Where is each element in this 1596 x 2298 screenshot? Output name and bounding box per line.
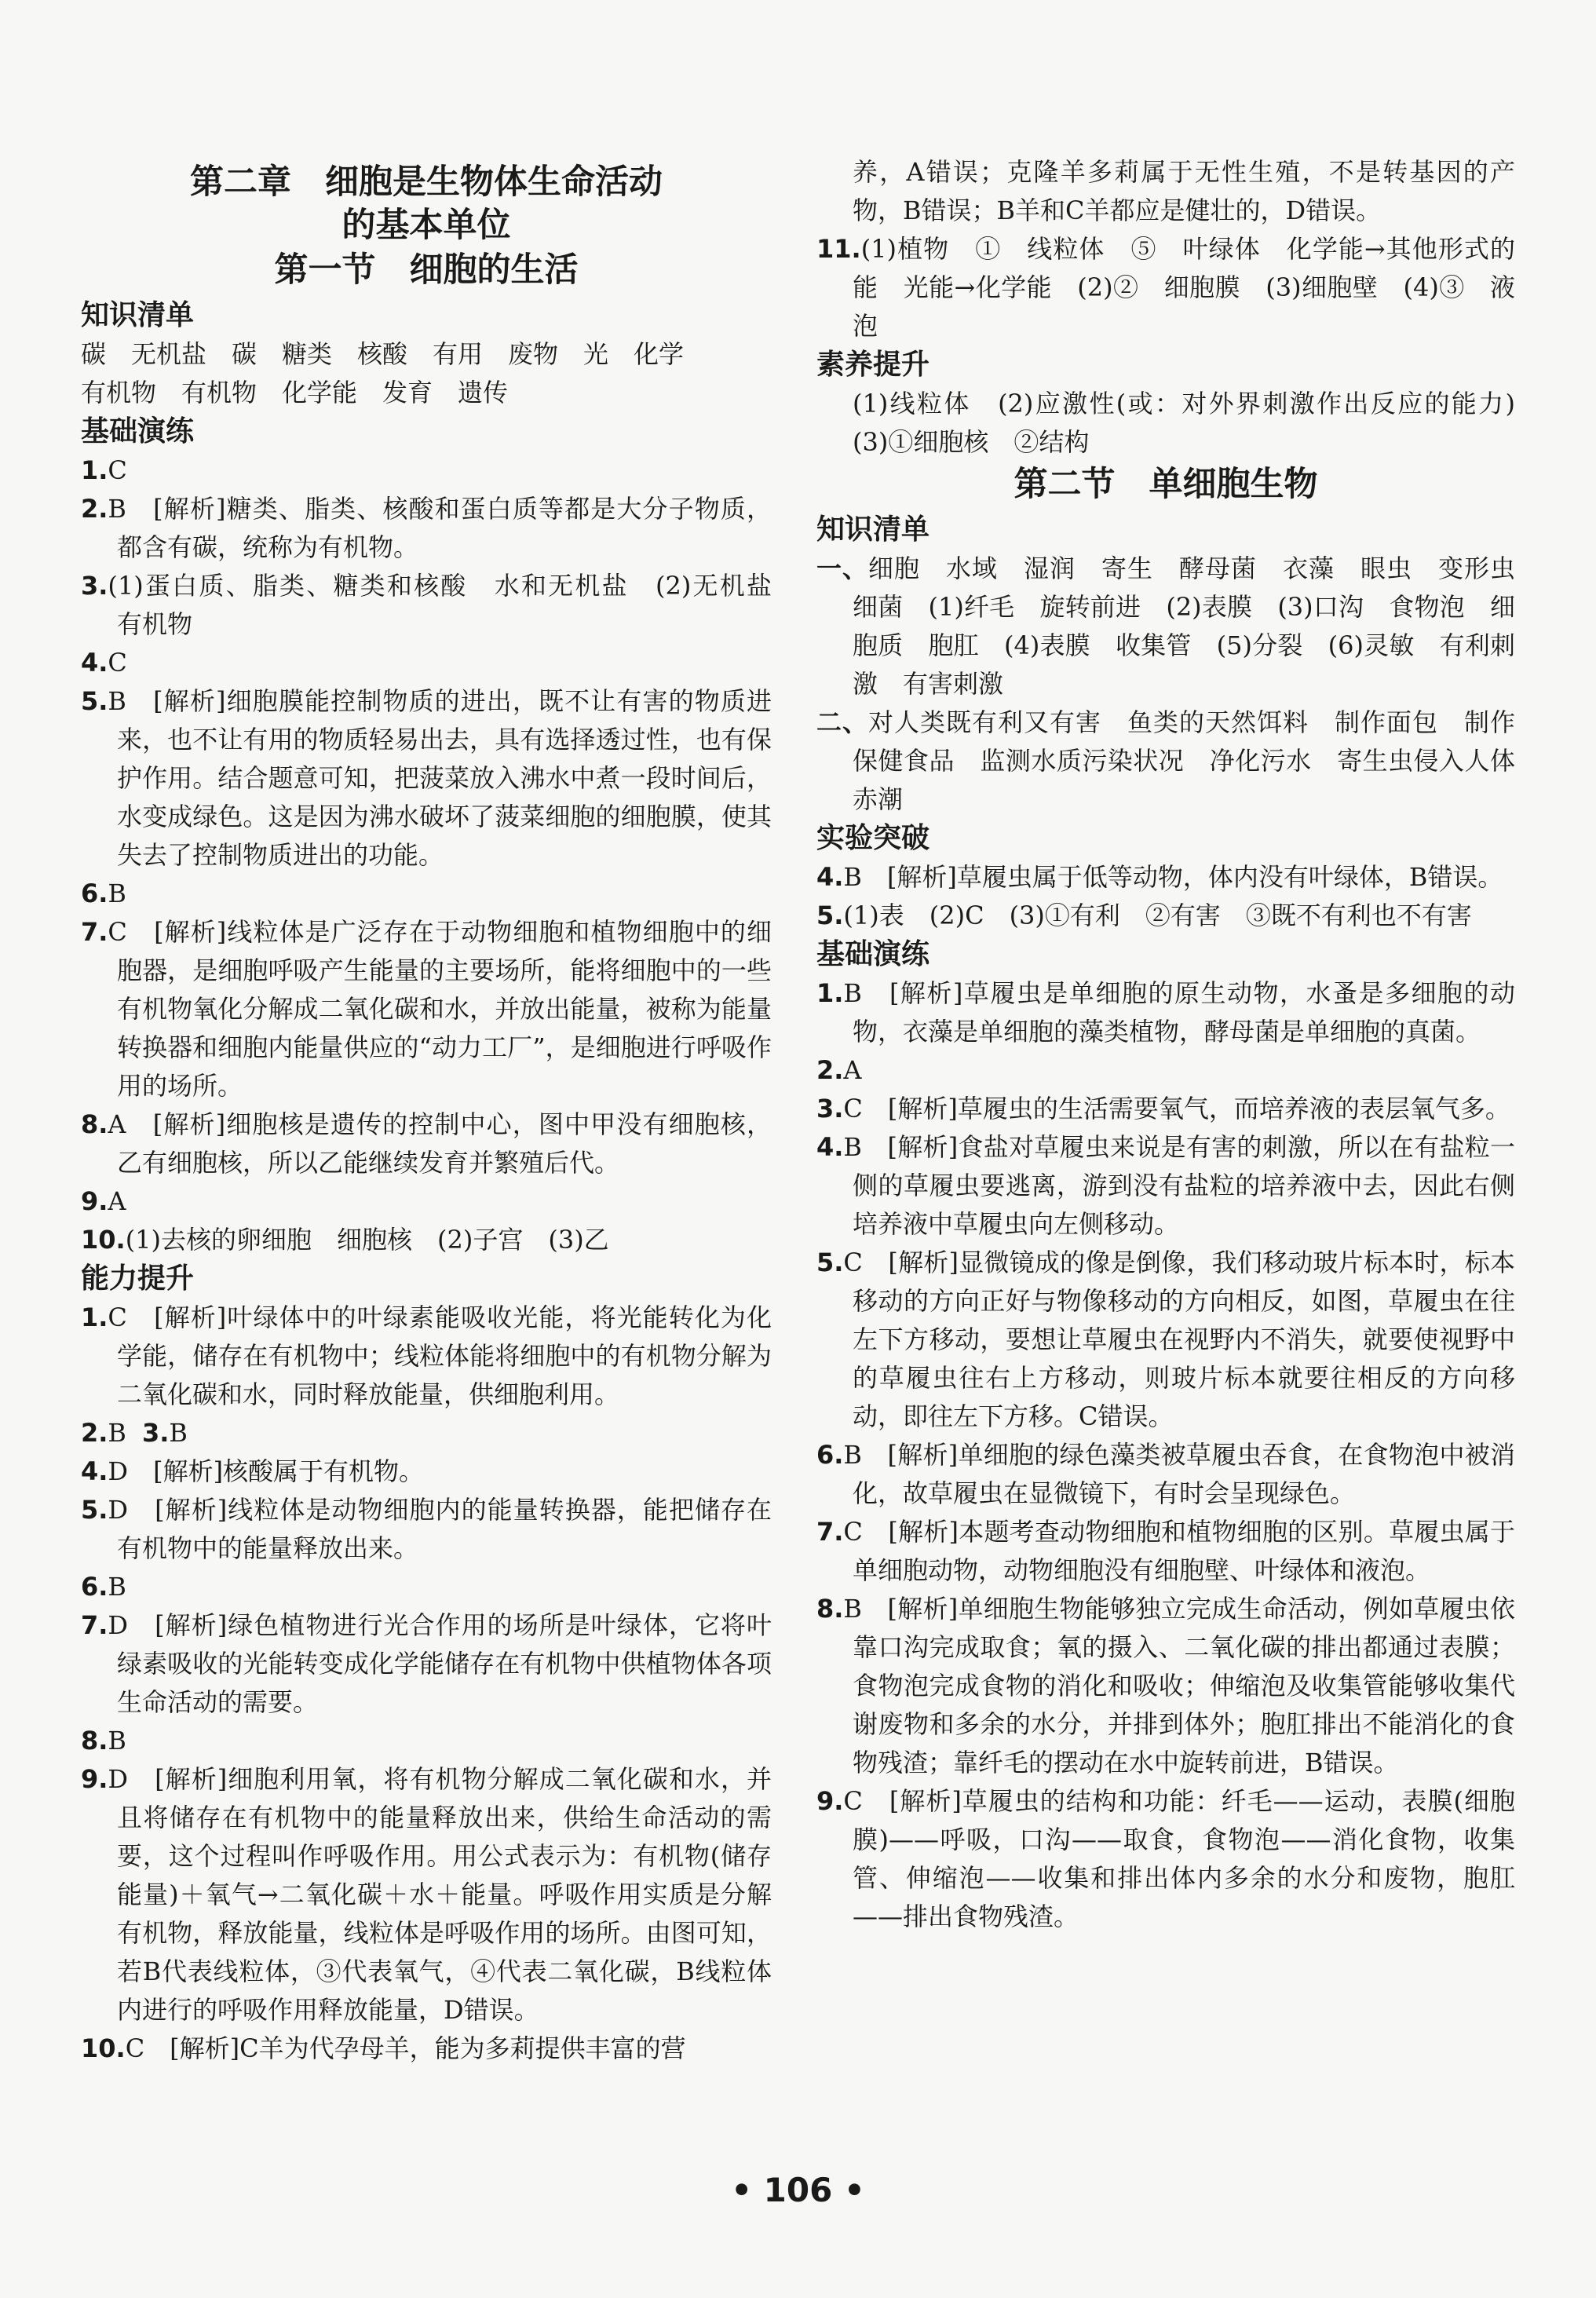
chapter-title-line1: 第二章 细胞是生物体生命活动 — [190, 163, 663, 202]
experiment-heading: 实验突破 — [816, 822, 930, 854]
answer-item: 7.D [解析]绿色植物进行光合作用的场所是叶绿体，它将叶绿素吸收的光能转变成化学能储存在有机物中供植物体各项生命活动的需要。 — [81, 1610, 772, 1717]
knowledge-line: 碳 无机盐 碳 糖类 核酸 有用 废物 光 化学 — [81, 339, 685, 369]
answer-item: 1.B [解析]草履虫是单细胞的原生动物，水蚤是多细胞的动物，衣藻是单细胞的藻类植物，酵母菌是单细胞的真菌。 — [816, 978, 1515, 1047]
answer-item: 5.(1)表 (2)C (3)①有利 ②有害 ③既不有利也不有害 — [816, 901, 1472, 930]
answer-item: 6.B — [81, 1572, 126, 1602]
answer-item: 7.C [解析]线粒体是广泛存在于动物细胞和植物细胞中的细胞器，是细胞呼吸产生能量的主要场所，能将细胞中的一些有机物氧化分解成二氧化碳和水，并放出能量，被称为能量转换器和细胞内能量供应的“动力工厂”，是细胞进行呼吸作用的场所。 — [81, 917, 772, 1101]
answer-item: 8.A [解析]细胞核是遗传的控制中心，图中甲没有细胞核，乙有细胞核，所以乙能继续发育并繁殖后代。 — [81, 1109, 772, 1178]
answer-item: 1.C [解析]叶绿体中的叶绿素能吸收光能，将光能转化为化学能，储存在有机物中；线粒体能将细胞中的有机物分解为二氧化碳和水，同时释放能量，供细胞利用。 — [81, 1302, 772, 1409]
answer-item: 5.D [解析]线粒体是动物细胞内的能量转换器，能把储存在有机物中的能量释放出来。 — [81, 1495, 772, 1563]
basic-heading: 基础演练 — [81, 415, 195, 448]
right-column — [816, 153, 1541, 1936]
page-number: • 106 • — [731, 2171, 865, 2209]
section-title-2: 第二节 单细胞生物 — [1013, 465, 1318, 504]
answer-item: 3.C [解析]草履虫的生活需要氧气，而培养液的表层氧气多。 — [816, 1094, 1510, 1123]
answer-item: 5.B [解析]细胞膜能控制物质的进出，既不让有害的物质进来，也不让有用的物质轻易出去，具有选择透过性，也有保护作用。结合题意可知，把菠菜放入沸水中煮一段时间后，水变成绿色。这是因为沸水破坏了菠菜细胞的细胞膜，使其失去了控制物质进出的功能。 — [81, 686, 772, 870]
answer-item: 2.B 3.B — [81, 1418, 188, 1448]
answer-item: 10.C [解析]C羊为代孕母羊，能为多莉提供丰富的营 — [81, 2033, 686, 2063]
answer-item: 9.C [解析]草履虫的结构和功能：纤毛——运动，表膜(细胞膜)——呼吸，口沟——取食，食物泡——消化食物，收集管、伸缩泡——收集和排出体内多余的水分和废物，胞肛——排出食物残渣。 — [816, 1786, 1515, 1931]
answer-item: 2.B [解析]糖类、脂类、核酸和蛋白质等都是大分子物质，都含有碳，统称为有机物。 — [81, 494, 772, 562]
answer-item: 9.D [解析]细胞利用氧，将有机物分解成二氧化碳和水，并且将储存在有机物中的能量释放出来，供给生命活动的需要，这个过程叫作呼吸作用。用公式表示为：有机物(储存能量)＋氧气→二氧化碳＋水＋能量。呼吸作用实质是分解有机物，释放能量，线粒体是呼吸作用的场所。由图可知，若B代表线粒体，③代表氧气，④代表二氧化碳，B线粒体内进行的呼吸作用释放能量，D错误。 — [81, 1764, 772, 2025]
answer-item: 8.B — [81, 1726, 126, 1755]
answer-item: 1.C — [81, 455, 127, 485]
answer-item: 2.A — [816, 1055, 862, 1085]
answer-item: 8.B [解析]单细胞生物能够独立完成生命活动，例如草履虫依靠口沟完成取食；氧的摄入、二氧化碳的排出都通过表膜；食物泡完成食物的消化和吸收；伸缩泡及收集管能够收集代谢废物和多余的水分，并排到体外；胞肛排出不能消化的食物残渣；靠纤毛的摆动在水中旋转前进，B错误。 — [816, 1594, 1515, 1777]
basic-heading: 基础演练 — [816, 938, 930, 970]
answer-item: 4.D [解析]核酸属于有机物。 — [81, 1456, 425, 1486]
answer-item: 3.(1)蛋白质、脂类、糖类和核酸 水和无机盐 (2)无机盐 有机物 — [81, 571, 798, 639]
answer-item: 9.A — [81, 1186, 126, 1216]
answer-item: 4.C — [81, 648, 127, 678]
left-column — [81, 161, 798, 2068]
answer-item: 一、细胞 水域 湿润 寄生 酵母菌 衣藻 眼虫 变形虫 细菌 (1)纤毛 旋转前进 (2)表膜 (3)口沟 食物泡 细胞质 胞肛 (4)表膜 收集管 (5)分裂 (6)灵敏 有利刺激 有害刺激 — [816, 553, 1540, 699]
answer-item: 10.(1)去核的卵细胞 细胞核 (2)子宫 (3)乙 — [81, 1225, 609, 1255]
chapter-title-line2: 的基本单位 — [341, 206, 511, 245]
answer-item: 6.B [解析]单细胞的绿色藻类被草履虫吞食，在食物泡中被消化，故草履虫在显微镜下，有时会呈现绿色。 — [816, 1440, 1515, 1508]
knowledge-heading: 知识清单 — [816, 513, 930, 546]
answer-item: 4.B [解析]草履虫属于低等动物，体内没有叶绿体，B错误。 — [816, 862, 1503, 892]
answer-item: 5.C [解析]显微镜成的像是倒像，我们移动玻片标本时，标本移动的方向正好与物像移动的方向相反，如图，草履虫在往左下方移动，要想让草履虫在视野内不消失，就要使视野中的草履虫往右上方移动，则玻片标本就要往相反的方向移动，即往左下方移。C错误。 — [816, 1248, 1515, 1431]
answer-item: 二、对人类既有利又有害 鱼类的天然饵料 制作面包 制作保健食品 监测水质污染状况 净化污水 寄生虫侵入人体 赤潮 — [816, 707, 1541, 814]
answer-continuation: 养，A错误；克隆羊多莉属于无性生殖，不是转基因的产物，B错误；B羊和C羊都应是健壮的，D错误。 — [853, 157, 1515, 225]
answer-item: 7.C [解析]本题考查动物细胞和植物细胞的区别。草履虫属于单细胞动物，动物细胞没有细胞壁、叶绿体和液泡。 — [816, 1517, 1515, 1585]
literacy-heading: 素养提升 — [816, 349, 930, 381]
knowledge-line: 有机物 有机物 化学能 发育 遗传 — [81, 378, 509, 407]
ability-heading: 能力提升 — [81, 1262, 195, 1295]
section-title-1: 第一节 细胞的生活 — [274, 250, 579, 290]
answer-item: 11.(1)植物 ① 线粒体 ⑤ 叶绿体 化学能→其他形式的能 光能→化学能 (2)② 细胞膜 (3)细胞壁 (4)③ 液泡 — [816, 234, 1515, 341]
literacy-text: (1)线粒体 (2)应激性(或：对外界刺激作出反应的能力) (3)①细胞核 ②结构 — [853, 389, 1541, 457]
answer-item: 4.B [解析]食盐对草履虫来说是有害的刺激，所以在有盐粒一侧的草履虫要逃离，游到没有盐粒的培养液中去，因此右侧培养液中草履虫向左侧移动。 — [816, 1132, 1515, 1239]
answer-item: 6.B — [81, 879, 126, 908]
knowledge-heading: 知识清单 — [81, 299, 195, 331]
